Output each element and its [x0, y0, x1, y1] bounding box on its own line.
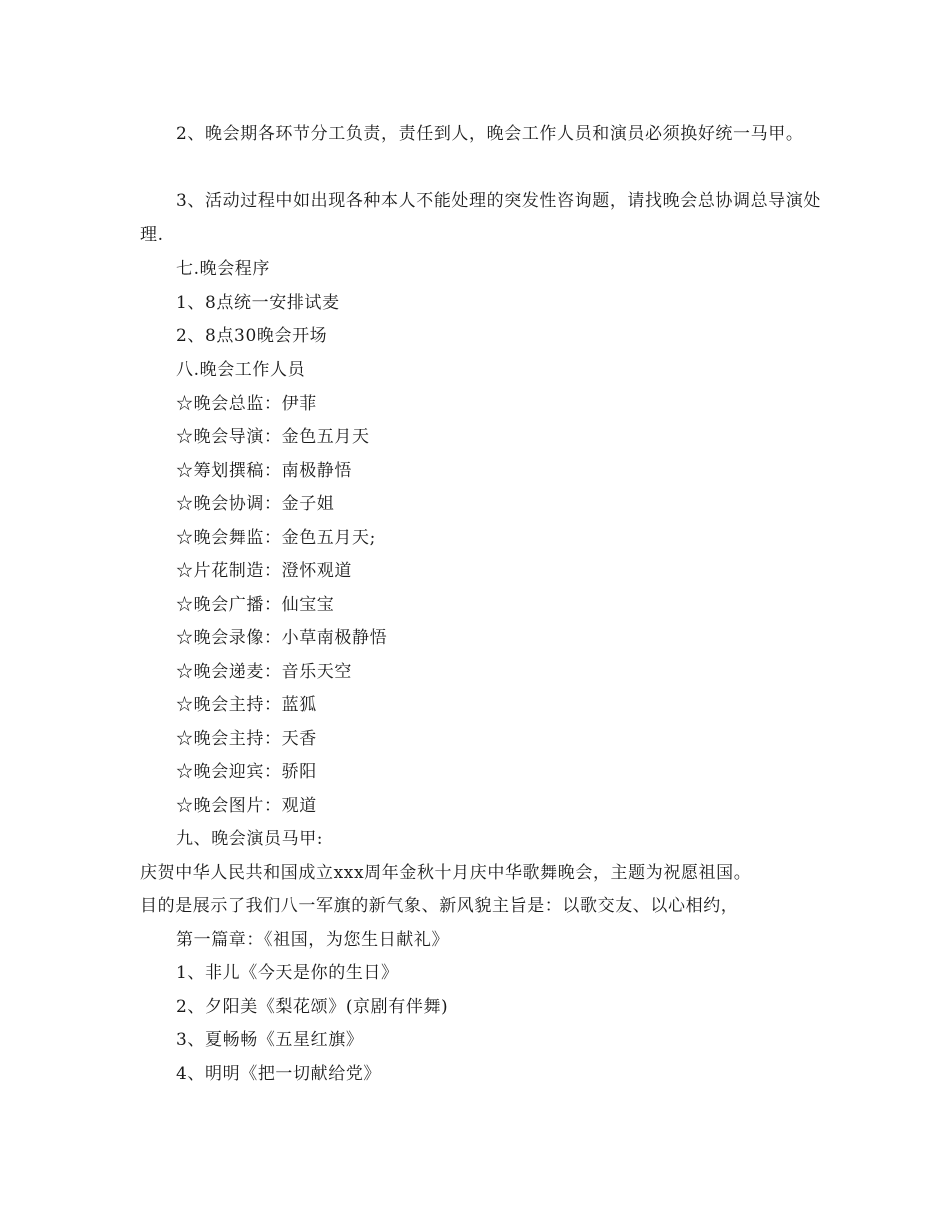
staff-item: ☆晚会主持：蓝狐	[176, 695, 317, 715]
paragraph-emergency-handling: 3、活动过程中如出现各种本人不能处理的突发性咨询题，请找晚会总协调总导演处理.	[140, 191, 822, 245]
chapter-heading: 第一篇章：《祖国，为您生日献礼》	[176, 930, 450, 950]
paragraph-division-of-duties: 2、晚会期各环节分工负责，责任到人，晚会工作人员和演员必须换好统一马甲。	[176, 124, 804, 144]
staff-item: ☆晚会录像：小草南极静悟	[176, 628, 388, 648]
staff-item: ☆晚会舞监：金色五月天;	[176, 528, 376, 548]
staff-item: ☆晚会协调：金子姐	[176, 494, 335, 514]
staff-item: ☆晚会主持：天香	[176, 729, 317, 749]
intro-line: 庆贺中华人民共和国成立xxx周年金秋十月庆中华歌舞晚会，主题为祝愿祖国。	[140, 863, 752, 883]
staff-item: ☆筹划撰稿：南极静悟	[176, 461, 352, 481]
section-heading-performers: 九、晚会演员马甲:	[176, 829, 324, 849]
chapter-item: 1、非儿《今天是你的生日》	[176, 963, 399, 983]
staff-item: ☆晚会迎宾：骄阳	[176, 762, 317, 782]
program-item: 2、8点30晚会开场	[176, 326, 328, 346]
staff-item: ☆晚会图片：观道	[176, 796, 317, 816]
chapter-item: 4、明明《把一切献给党》	[176, 1064, 382, 1084]
section-heading-program: 七.晚会程序	[176, 259, 271, 279]
staff-item: ☆晚会广播：仙宝宝	[176, 595, 335, 615]
staff-item: ☆晚会递麦：音乐天空	[176, 662, 352, 682]
program-item: 1、8点统一安排试麦	[176, 293, 340, 313]
staff-item: ☆晚会导演：金色五月天	[176, 427, 370, 447]
chapter-item: 2、夕阳美《梨花颂》(京剧有伴舞)	[176, 997, 449, 1017]
staff-item: ☆晚会总监：伊菲	[176, 394, 317, 414]
staff-item: ☆片花制造：澄怀观道	[176, 561, 352, 581]
section-heading-staff: 八.晚会工作人员	[176, 360, 306, 380]
intro-line: 目的是展示了我们八一军旗的新气象、新风貌主旨是：以歌交友、以心相约，	[140, 896, 739, 916]
chapter-item: 3、夏畅畅《五星红旗》	[176, 1030, 364, 1050]
